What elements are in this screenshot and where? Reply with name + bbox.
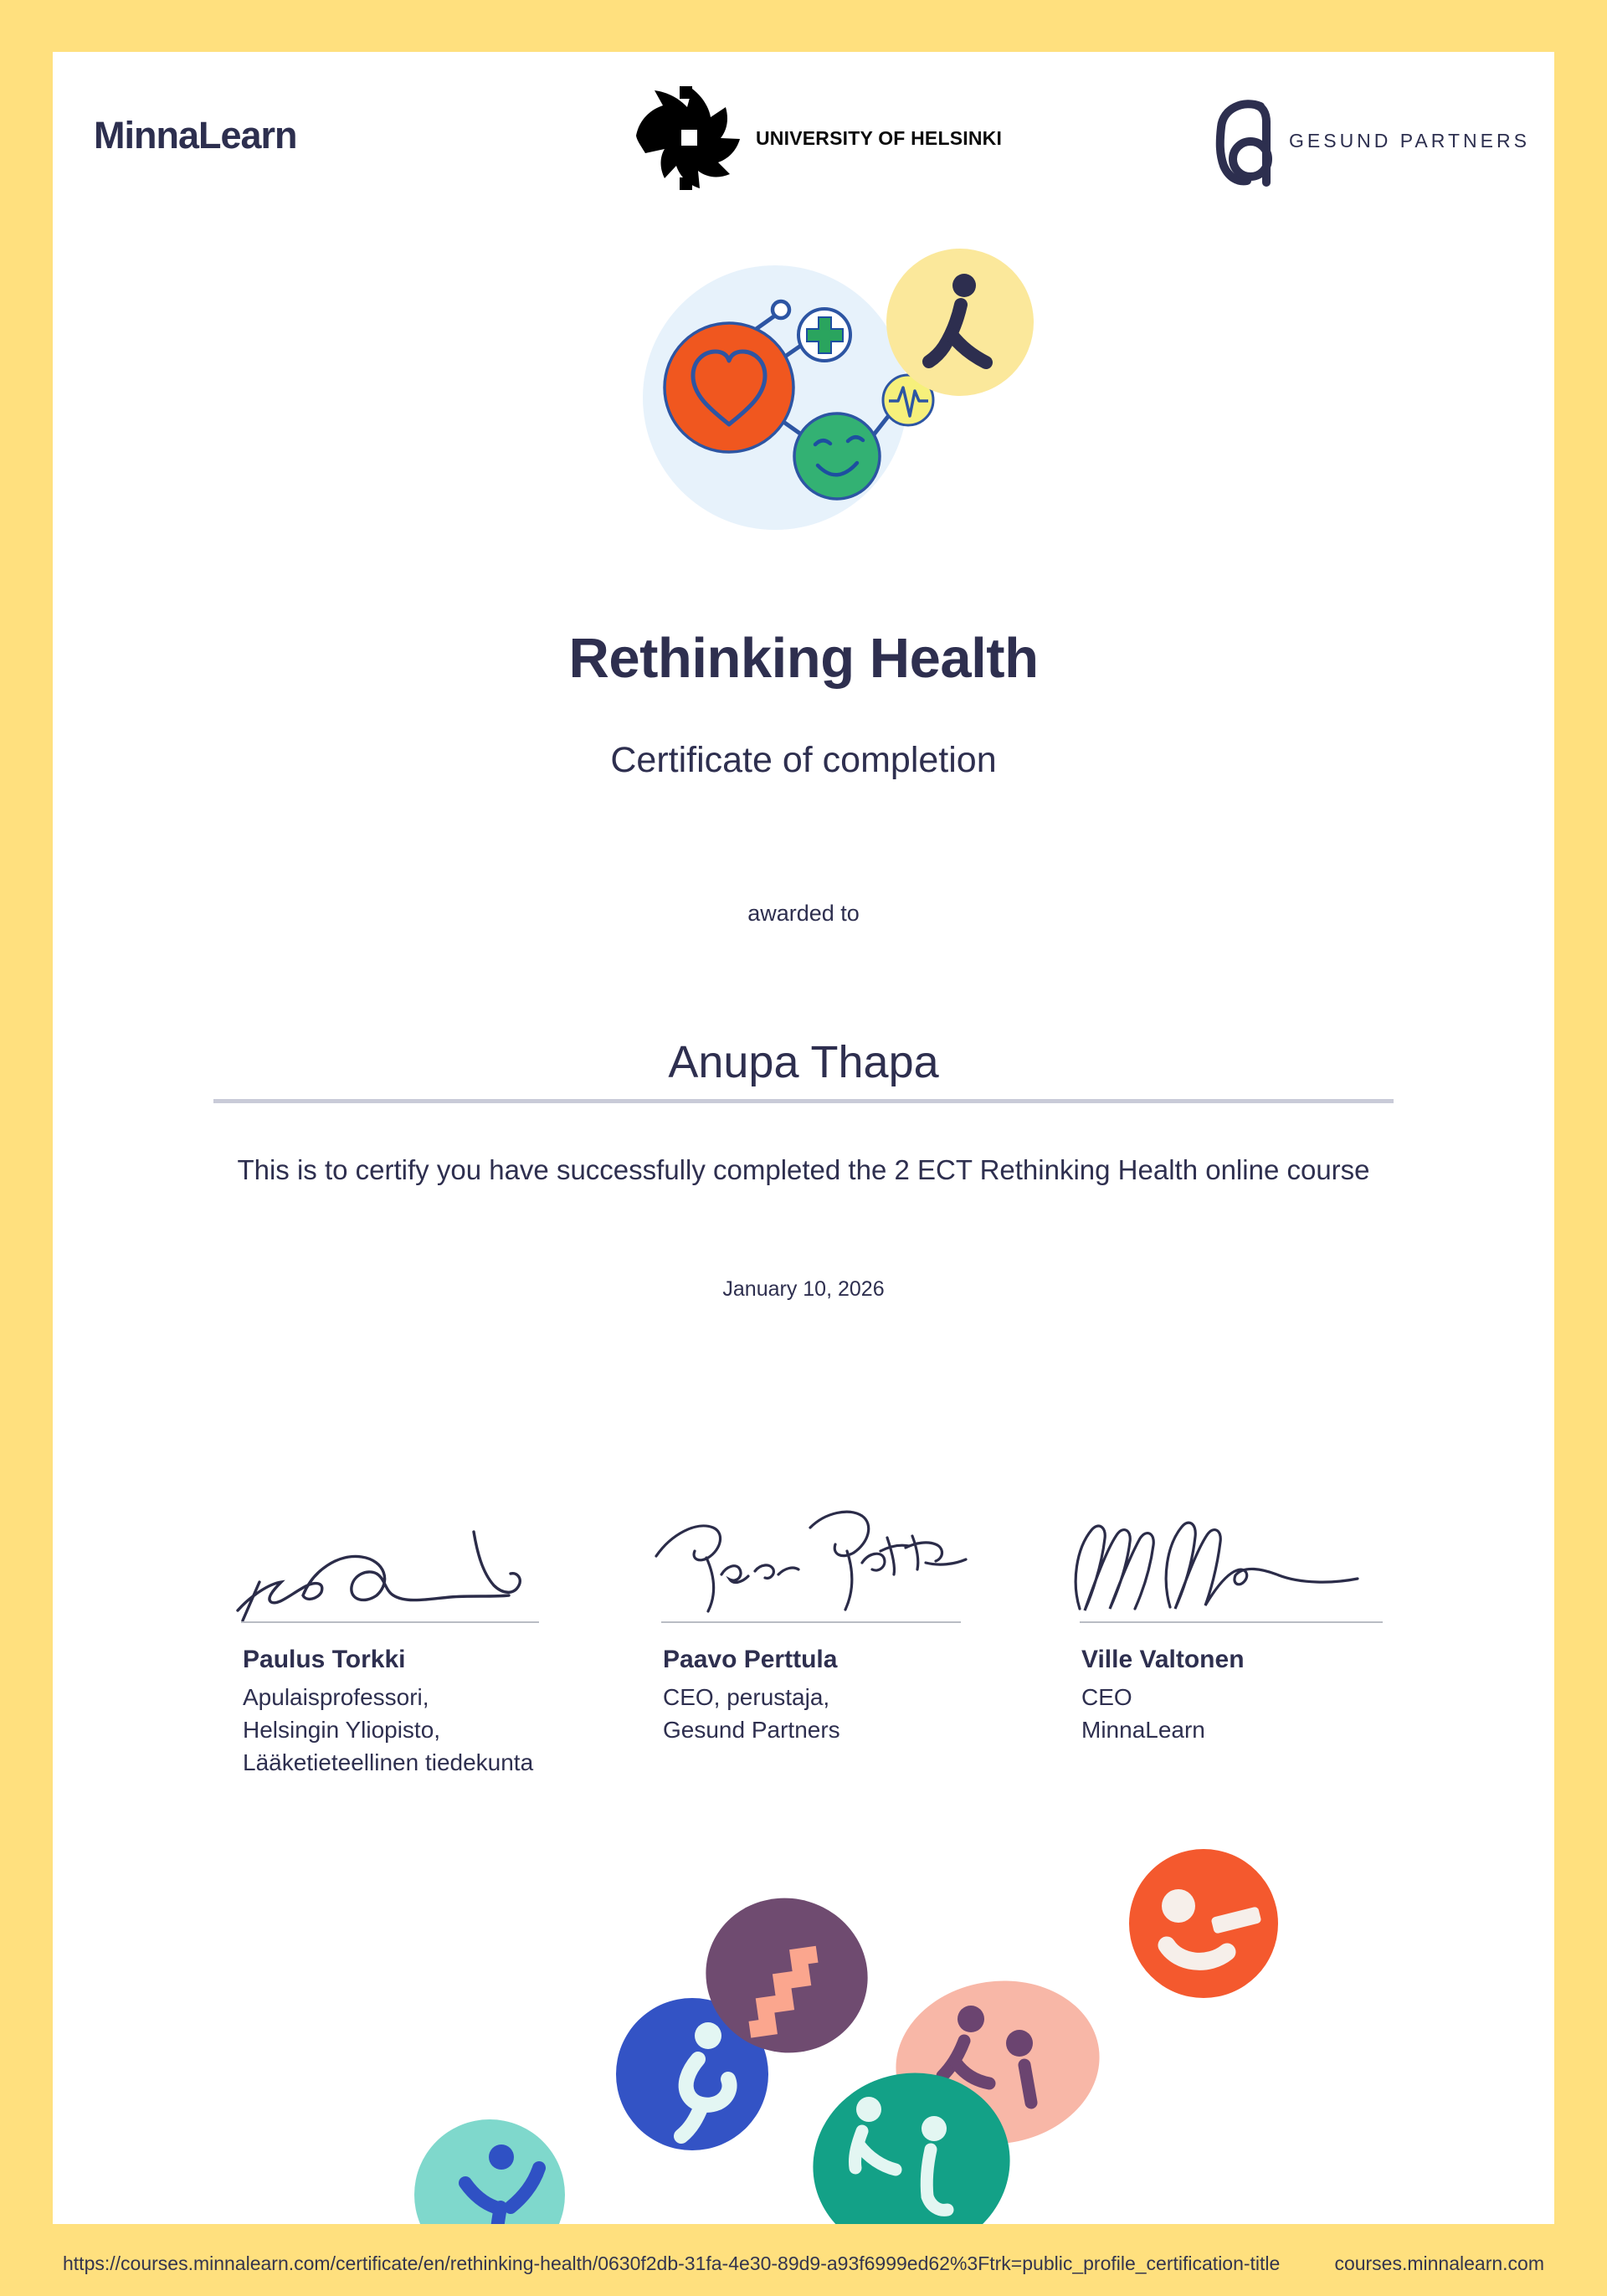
signature-ville-valtonen [1056, 1498, 1391, 1622]
signatory-role: Helsingin Yliopisto, [243, 1717, 441, 1743]
signatory-role: CEO, perustaja, [663, 1684, 830, 1710]
signature-line [1080, 1621, 1383, 1623]
signatory-role: Gesund Partners [663, 1717, 840, 1743]
certification-statement: This is to certify you have successfully completed the 2 ECT Rethinking Health online course [237, 1154, 1370, 1185]
signatory-name: Paulus Torkki [243, 1646, 406, 1673]
health-network-illustration [619, 222, 1055, 573]
signature-line [241, 1621, 539, 1623]
site-url: courses.minnalearn.com [1334, 2252, 1544, 2274]
signatory-name: Ville Valtonen [1081, 1646, 1245, 1673]
university-of-helsinki-label: UNIVERSITY OF HELSINKI [756, 127, 1003, 149]
certificate-url: https://courses.minnalearn.com/certificate/en/rethinking-health/0630f2db-31fa-4e30-89d9-a93f6999ed62%3Ftrk=public_profile_certification-title [63, 2252, 1281, 2274]
signatory-name: Paavo Perttula [663, 1646, 838, 1673]
signature-paavo-perttula [643, 1502, 973, 1621]
gesund-partners-label: GESUND PARTNERS [1289, 130, 1530, 152]
completion-date: January 10, 2026 [722, 1277, 885, 1301]
recipient-name: Anupa Thapa [668, 1037, 939, 1087]
minnalearn-logo: MinnaLearn [94, 114, 297, 157]
signatory-role: CEO [1081, 1684, 1132, 1710]
gesund-heart-mark-icon [1205, 92, 1285, 188]
signatory-role: Apulaisprofessori, [243, 1684, 429, 1710]
winking-smiley-icon [1129, 1849, 1278, 1998]
plus-icon [798, 309, 850, 361]
node-circle [773, 301, 789, 318]
helsinki-flame-icon [629, 80, 747, 193]
signature-line [661, 1621, 961, 1623]
person-icon [886, 249, 1034, 396]
certificate-subtitle: Certificate of completion [610, 740, 997, 780]
page-title: Rethinking Health [568, 627, 1039, 690]
heart-icon [665, 323, 793, 452]
smiley-icon [794, 413, 880, 499]
signature-paulus-torkki [226, 1517, 544, 1621]
footer-bar [0, 2224, 1607, 2296]
name-divider [213, 1099, 1394, 1103]
awarded-to-label: awarded to [747, 901, 860, 926]
signatory-role: MinnaLearn [1081, 1717, 1205, 1743]
signatory-role: Lääketieteellinen tiedekunta [243, 1749, 534, 1775]
